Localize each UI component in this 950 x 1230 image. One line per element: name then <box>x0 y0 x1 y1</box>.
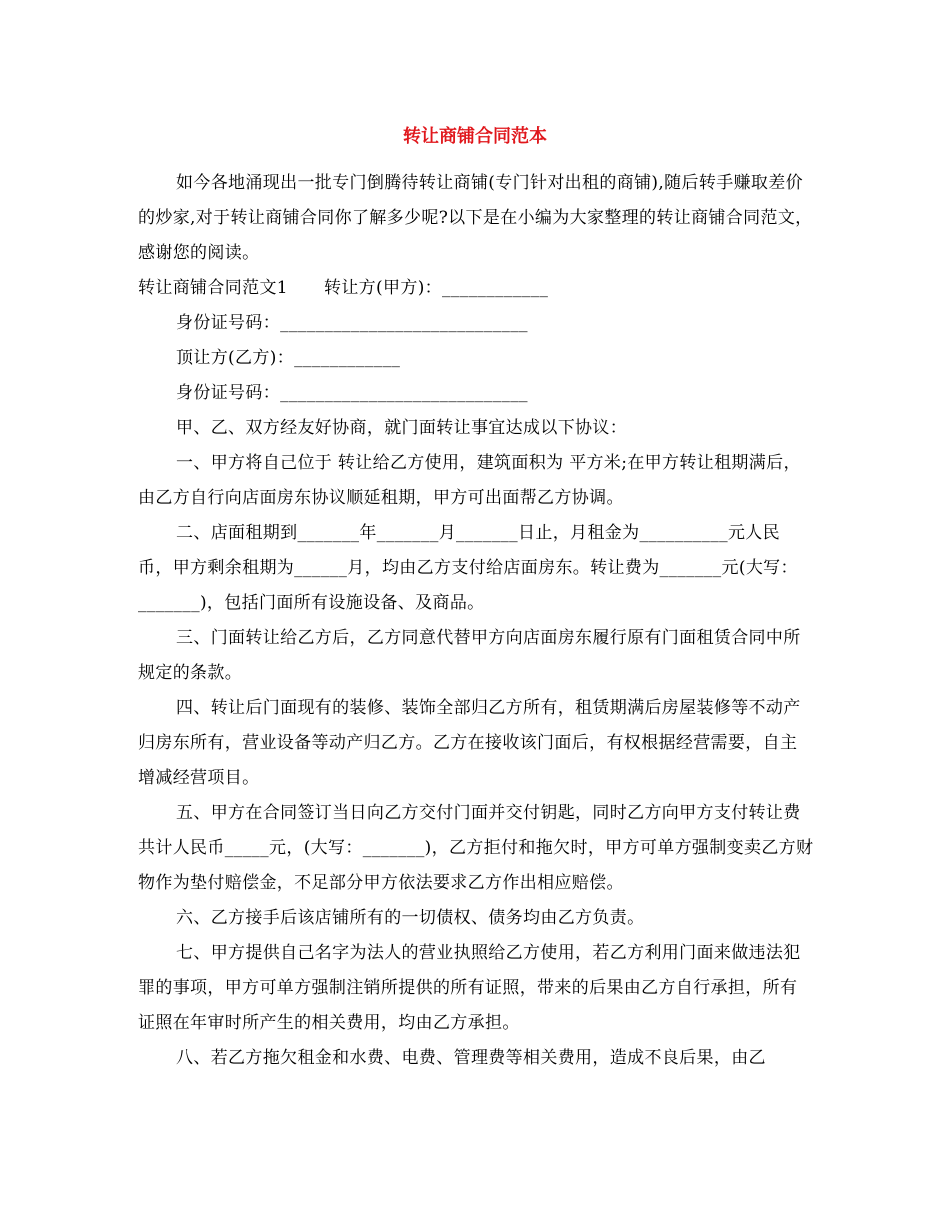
transferor-field: 转让方(甲方)：____________ <box>323 278 549 298</box>
clause-paragraph: 五、甲方在合同签订当日向乙方交付门面并交付钥匙，同时乙方向甲方支付转让费共计人民币_____元，(大写：_______)，乙方拒付和拖欠时，甲方可单方强制变卖乙方财物作为垫付赔偿金，不足部分甲方依法要求乙方作出相应赔偿。 <box>138 803 814 893</box>
clause-paragraph: 七、甲方提供自己名字为法人的营业执照给乙方使用，若乙方利用门面来做违法犯罪的事项，甲方可单方强制注销所提供的所有证照，带来的后果由乙方自行承担，所有证照在年审时所产生的相关费用，均由乙方承担。 <box>138 943 801 1033</box>
clause-paragraph: 八、若乙方拖欠租金和水费、电费、管理费等相关费用，造成不良后果，由乙 <box>176 1048 766 1068</box>
clause-paragraph: 一、甲方将自己位于 转让给乙方使用，建筑面积为 平方米;在甲方转让租期满后，由乙方自行向店面房东协议顺延租期，甲方可出面帮乙方协调。 <box>138 453 801 508</box>
id-field-party-a: 身份证号码：____________________________ <box>176 313 528 333</box>
clause-paragraph: 三、门面转让给乙方后，乙方同意代替甲方向店面房东履行原有门面租赁合同中所规定的条款。 <box>138 628 801 683</box>
clause-paragraph: 六、乙方接手后该店铺所有的一切债权、债务均由乙方负责。 <box>176 908 645 928</box>
document-title: 转让商铺合同范本 <box>403 126 547 147</box>
clause-paragraph: 二、店面租期到_______年_______月_______日止，月租金为__________元人民币，甲方剩余租期为______月，均由乙方支付给店面房东。转让费为_______元(大写：_______)，包括门面所有设施设备、及商品。 <box>138 523 798 613</box>
id-field-party-b: 身份证号码：____________________________ <box>176 383 528 403</box>
transferee-field: 顶让方(乙方)：____________ <box>176 348 401 368</box>
sample-heading: 转让商铺合同范文1 <box>138 278 288 298</box>
document-body <box>138 166 814 1076</box>
sample-heading-row <box>138 271 814 306</box>
intro-paragraph: 如今各地涌现出一批专门倒腾待转让商铺(专门针对出租的商铺),随后转手赚取差价的炒家,对于转让商铺合同你了解多少呢?以下是在小编为大家整理的转让商铺合同范文，感谢您的阅读。 <box>138 173 813 263</box>
clause-paragraph: 甲、乙、双方经友好协商，就门面转让事宜达成以下协议： <box>176 418 628 438</box>
clause-paragraph: 四、转让后门面现有的装修、装饰全部归乙方所有，租赁期满后房屋装修等不动产归房东所有，营业设备等动产归乙方。乙方在接收该门面后，有权根据经营需要，自主增减经营项目。 <box>138 698 801 788</box>
